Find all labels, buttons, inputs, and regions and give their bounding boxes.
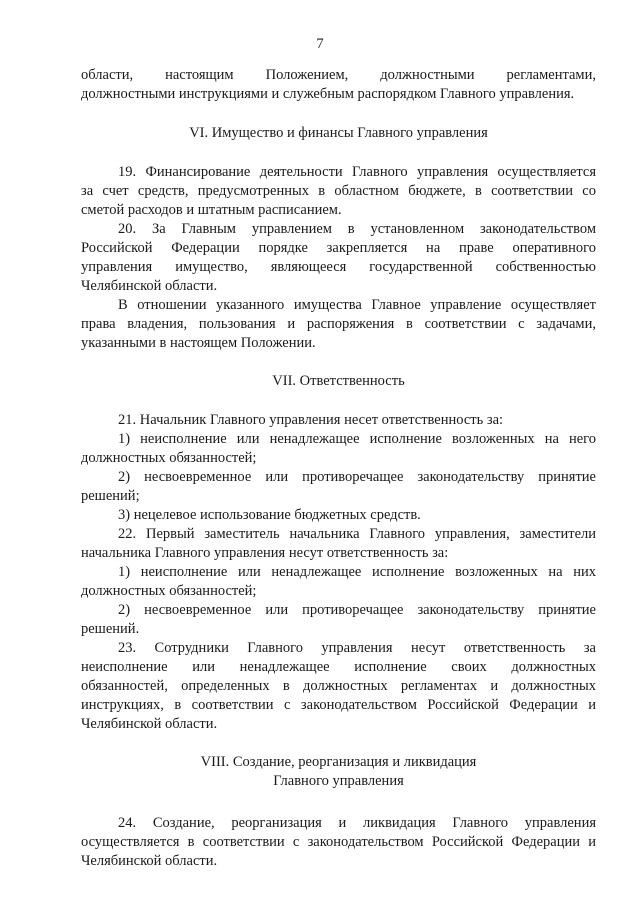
text-line: должностных обязанностей; <box>81 583 257 599</box>
text-line: 2) несвоевременное или противоречащее законодательству принятие <box>118 469 596 485</box>
text-line: 21. Начальник Главного управления несет ответственность за: <box>118 412 504 428</box>
section-heading-8-cont: Главного управления <box>273 773 404 789</box>
page-number: 7 <box>316 36 324 52</box>
text-line: осуществляется в соответствии с законодательством Российской Федерации и <box>81 834 596 850</box>
text-line: 24. Создание, реорганизация и ликвидация Главного управления <box>118 815 596 831</box>
text-line: Челябинской области. <box>81 716 218 732</box>
text-line: неисполнение или ненадлежащее исполнение своих должностных <box>81 659 596 675</box>
text-line: 20. За Главным управлением в установленном законодательством <box>118 221 596 237</box>
text-line: 1) неисполнение или ненадлежащее исполнение возложенных на них <box>118 564 596 580</box>
text-line: области, настоящим Положением, должностными регламентами, <box>81 67 596 83</box>
text-line: 19. Финансирование деятельности Главного управления осуществляется <box>118 164 596 180</box>
text-line: указанными в настоящем Положении. <box>81 335 316 351</box>
text-line: решений. <box>81 621 140 637</box>
text-line: инструкциях, в соответствии с законодательством Российской Федерации и <box>81 697 596 713</box>
text-line: Челябинской области. <box>81 853 218 869</box>
section-heading-6: VI. Имущество и финансы Главного управления <box>189 125 488 141</box>
text-line: 1) неисполнение или ненадлежащее исполнение возложенных на него <box>118 431 596 447</box>
section-heading-7: VII. Ответственность <box>272 373 405 389</box>
text-line: начальника Главного управления несут ответственность за: <box>81 545 449 561</box>
text-line: Российской Федерации порядке закрепляется на праве оперативного <box>81 240 596 256</box>
text-line: В отношении указанного имущества Главное управление осуществляет <box>118 297 596 313</box>
text-line: сметой расходов и штатным расписанием. <box>81 202 342 218</box>
text-line: обязанностей, определенных в должностных регламентах и должностных <box>81 678 596 694</box>
text-line: решений; <box>81 488 140 504</box>
section-heading-8: VIII. Создание, реорганизация и ликвидация <box>200 754 477 770</box>
text-line: 23. Сотрудники Главного управления несут ответственность за <box>118 640 596 656</box>
text-line: управления имущество, являющееся государственной собственностью <box>81 259 596 275</box>
text-line: 22. Первый заместитель начальника Главного управления, заместители <box>118 526 596 542</box>
text-line: Челябинской области. <box>81 278 218 294</box>
text-line: должностными инструкциями и служебным распорядком Главного управления. <box>81 86 575 102</box>
text-line: за счет средств, предусмотренных в областном бюджете, в соответствии со <box>81 183 596 199</box>
text-line: 3) нецелевое использование бюджетных средств. <box>118 507 421 523</box>
document-body <box>81 66 596 871</box>
text-line: должностных обязанностей; <box>81 450 257 466</box>
text-line: права владения, пользования и распоряжения в соответствии с задачами, <box>81 316 596 332</box>
text-line: 2) несвоевременное или противоречащее законодательству принятие <box>118 602 596 618</box>
